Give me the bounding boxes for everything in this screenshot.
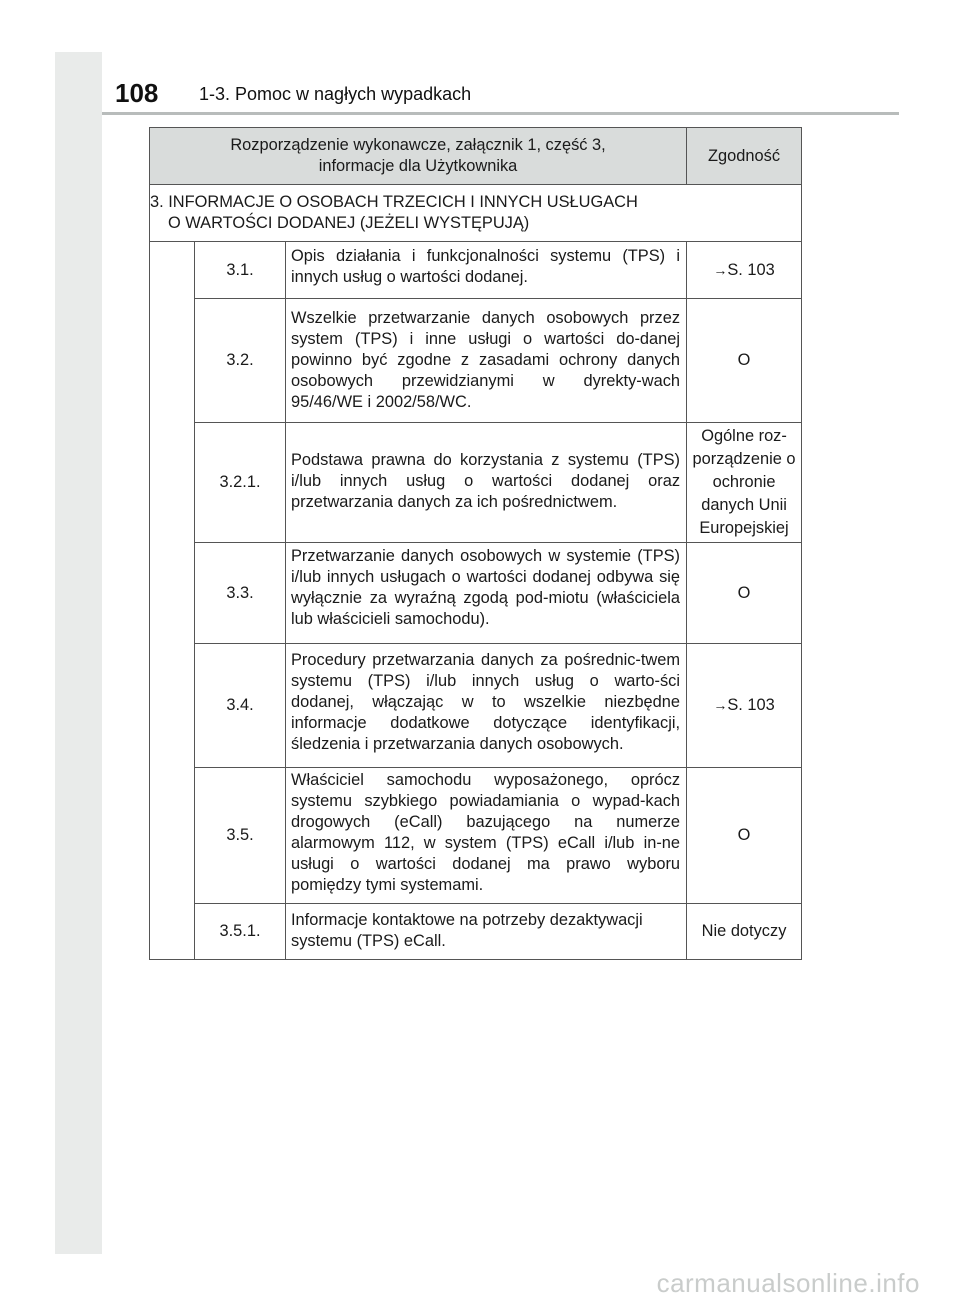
header-regulation-line1: Rozporządzenie wykonawcze, załącznik 1, część 3, <box>230 136 606 154</box>
row-number: 3.2.1. <box>195 423 286 543</box>
row-description: Informacje kontaktowe na potrzeby dezaktywacji systemu (TPS) eCall. <box>286 904 687 960</box>
indent-cell <box>150 242 195 960</box>
header-regulation-line2: informacje dla Użytkownika <box>318 157 518 175</box>
page-reference: S. 103 <box>727 696 775 714</box>
row-description: Opis działania i funkcjonalności systemu (TPS) i innych usług o wartości dodanej. <box>286 242 687 299</box>
section-heading-row <box>150 185 802 242</box>
watermark: carmanualsonline.info <box>656 1268 920 1298</box>
row-description: Wszelkie przetwarzanie danych osobowych przez system (TPS) i inne usługi o wartości do-danej powinno być zgodne z zasadami ochrony danych osobowych przewidzianymi w dyrekty-wach 95/46/WE i 2002/58/WC. <box>286 299 687 423</box>
row-description: Właściciel samochodu wyposażonego, oprócz systemu szybkiego powiadamiania o wypad-kach drogowych (eCall) bazującego na numerze alarmowym 112, w system (TPS) eCall i/lub in-ne usługi o wartości dodanej ma prawo wyboru pomiędzy tymi systemami. <box>286 768 687 904</box>
table-header-row <box>150 128 802 185</box>
row-description: Przetwarzanie danych osobowych w systemie (TPS) i/lub innych usługach o wartości dodanej odbywa się wyłącznie za wyraźną zgodą pod-miotu (właściciela lub właścicieli samochodu). <box>286 543 687 644</box>
row-number: 3.3. <box>195 543 286 644</box>
header-regulation-cell <box>150 128 687 185</box>
row-number: 3.2. <box>195 299 286 423</box>
section-heading-line2: O WARTOŚCI DODANEJ (JEŻELI WYSTĘPUJĄ) <box>168 214 530 232</box>
table-row <box>150 768 802 904</box>
row-number: 3.1. <box>195 242 286 299</box>
row-compliance: Nie dotyczy <box>687 904 802 960</box>
row-description: Podstawa prawna do korzystania z systemu (TPS) i/lub innych usług o wartości dodanej oraz przetwarzania danych za ich pośrednictwem. <box>286 423 687 543</box>
row-number: 3.4. <box>195 644 286 768</box>
regulation-table <box>149 127 802 960</box>
page-reference: S. 103 <box>727 260 775 279</box>
table-row <box>150 242 802 299</box>
header-rule <box>102 112 899 115</box>
row-compliance <box>687 644 802 768</box>
table-row <box>150 543 802 644</box>
section-title: 1-3. Pomoc w nagłych wypadkach <box>199 84 472 104</box>
table-row <box>150 904 802 960</box>
table-row <box>150 644 802 768</box>
arrow-right-icon: → <box>713 697 728 713</box>
side-margin-band <box>55 52 102 1254</box>
row-number: 3.5. <box>195 768 286 904</box>
header-compliance-cell: Zgodność <box>687 128 802 185</box>
section-heading-cell <box>150 185 802 242</box>
row-compliance <box>687 242 802 299</box>
row-compliance: O <box>687 768 802 904</box>
row-compliance: O <box>687 299 802 423</box>
row-compliance: O <box>687 543 802 644</box>
row-description: Procedury przetwarzania danych za pośrednic-twem systemu (TPS) i/lub innych usług o warto-ści dodanej, włączając w to wszelkie niezbędne informacje dodatkowe dotyczące identyfikacji, śledzenia i przetwarzania danych osobowych. <box>286 644 687 768</box>
table-row <box>150 299 802 423</box>
table-row <box>150 423 802 543</box>
row-number: 3.5.1. <box>195 904 286 960</box>
row-compliance: Ogólne roz-porządzenie o ochronie danych Unii Europejskiej <box>687 423 802 543</box>
section-heading-line1: 3. INFORMACJE O OSOBACH TRZECICH I INNYCH USŁUGACH <box>150 193 638 211</box>
arrow-right-icon: → <box>713 261 728 278</box>
page-number: 108 <box>115 78 159 108</box>
